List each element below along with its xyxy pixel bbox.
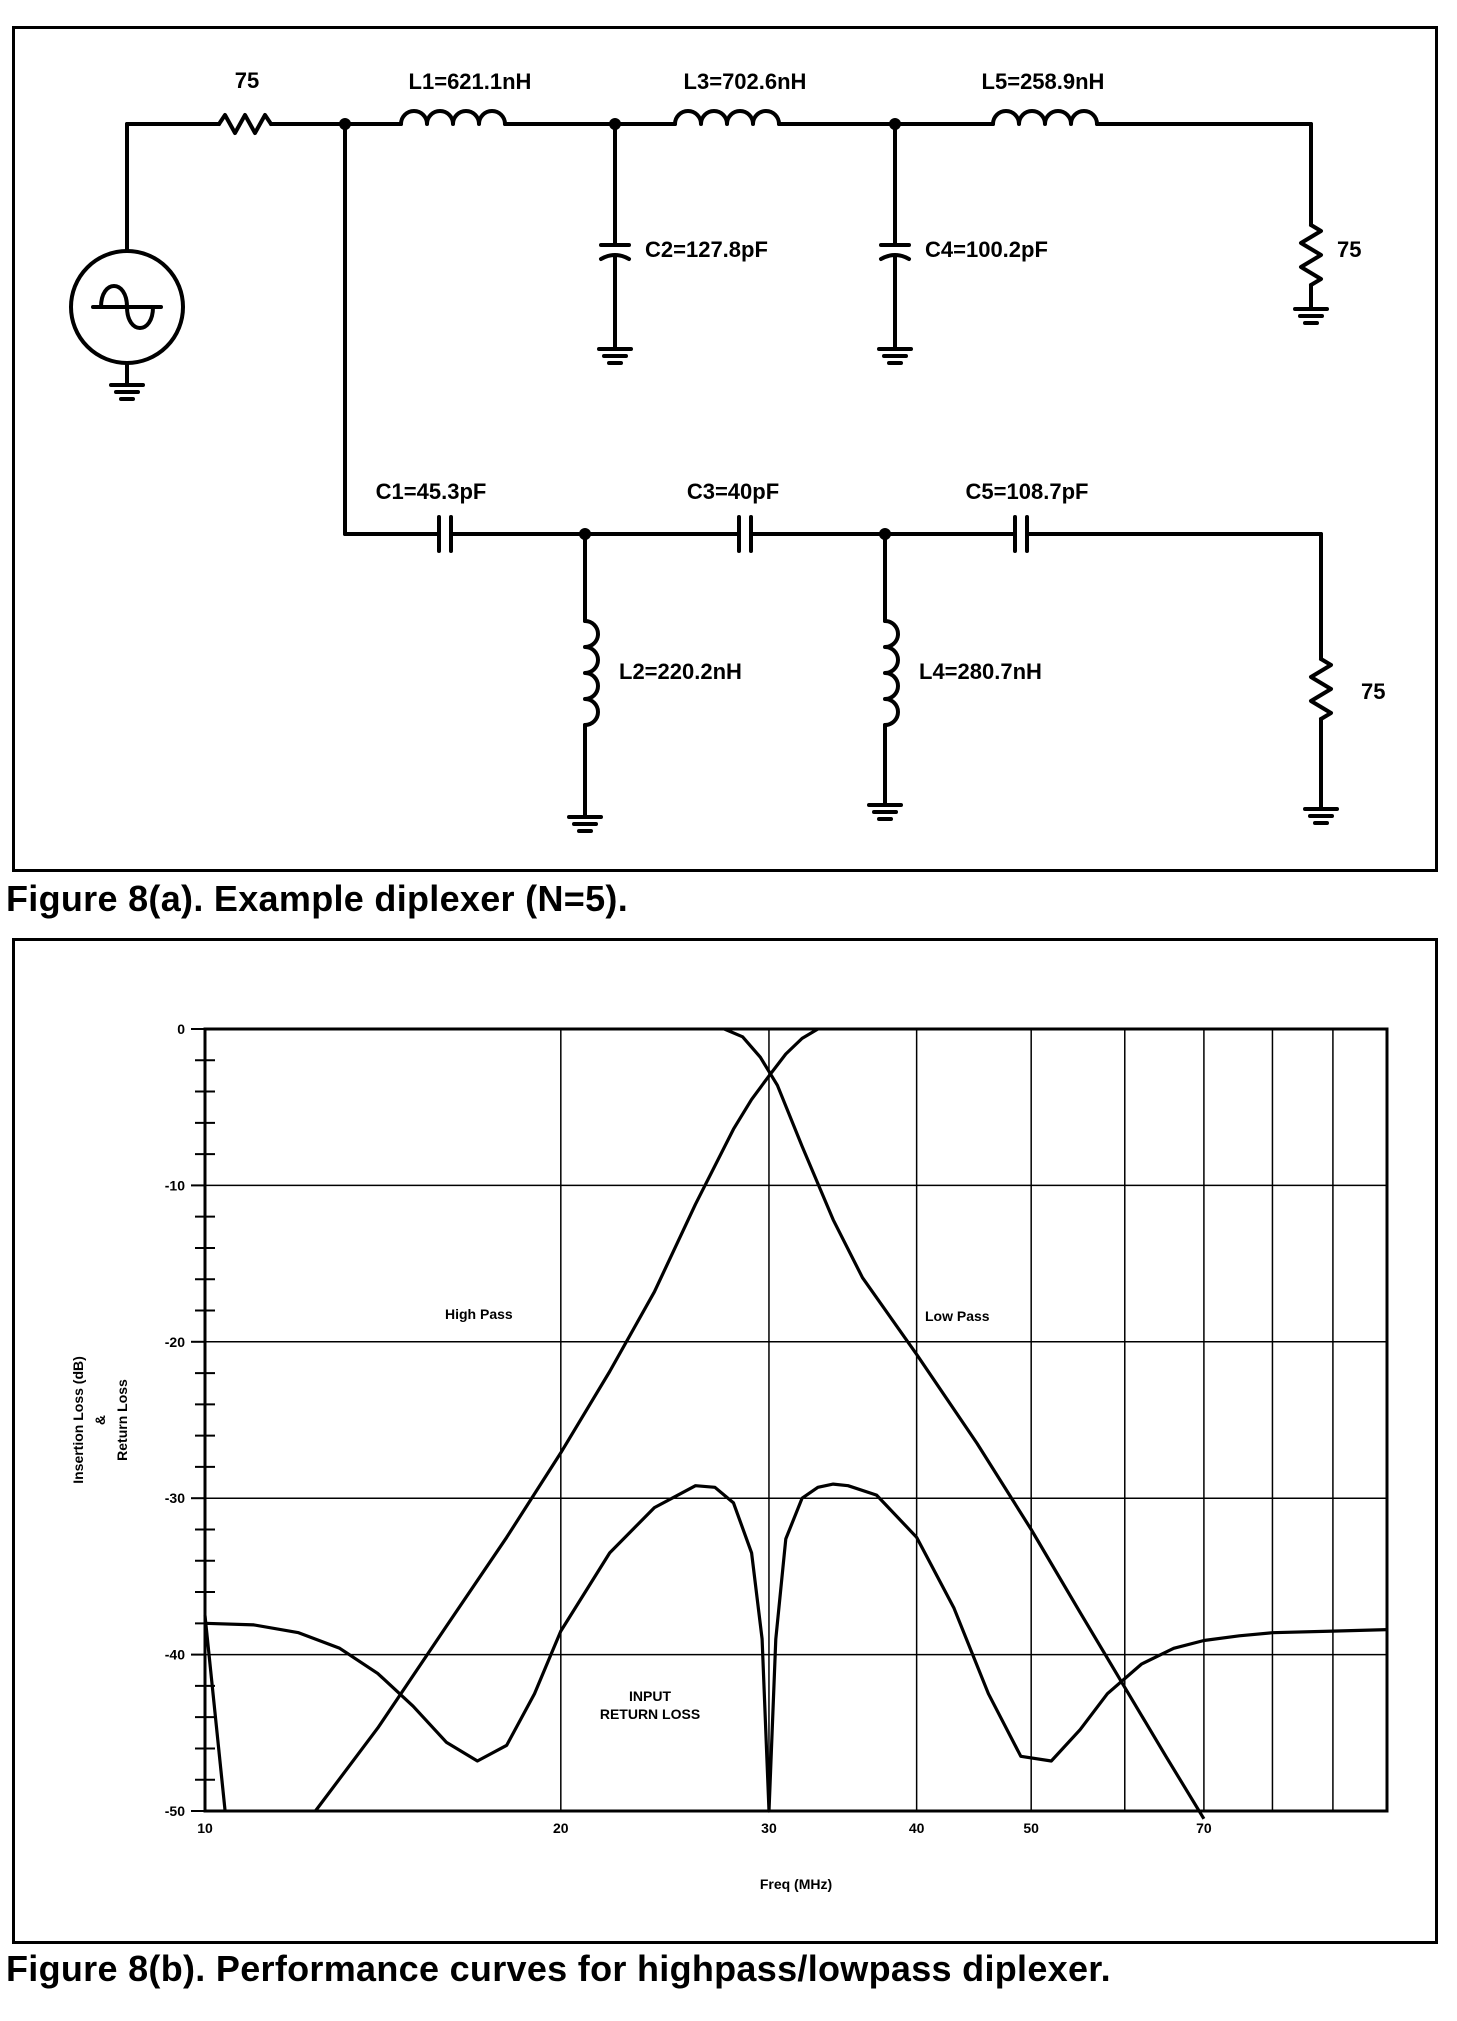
capacitor-c4	[881, 124, 909, 349]
high-pass-curve	[315, 1029, 818, 1811]
ground-symbol	[869, 805, 901, 819]
capacitor-c2	[601, 124, 629, 349]
x-tick-label: 70	[1196, 1820, 1212, 1836]
y-axis-title-line: Return Loss	[114, 1379, 130, 1461]
c5-label: C5=108.7pF	[965, 479, 1089, 504]
highpass-load-resistor	[1311, 659, 1331, 809]
source-resistor-label: 75	[234, 68, 260, 93]
inductor-l5	[895, 111, 1311, 225]
inductor-l3	[615, 111, 895, 124]
y-axis-title-line: &	[92, 1414, 108, 1426]
chart-panel	[12, 938, 1438, 1944]
x-tick-label: 10	[197, 1820, 213, 1836]
c4-label: C4=100.2pF	[925, 237, 1048, 262]
capacitor-c5	[885, 517, 1321, 659]
c3-label: C3=40pF	[686, 479, 780, 504]
diplexer-schematic	[15, 29, 1435, 869]
l2-label: L2=220.2nH	[619, 659, 742, 684]
ac-source-symbol	[71, 124, 183, 385]
y-axis-title-line: Insertion Loss (dB)	[70, 1356, 86, 1484]
x-tick-label: 50	[1023, 1820, 1039, 1836]
performance-chart	[15, 941, 1435, 1941]
y-tick-label: -20	[164, 1333, 185, 1350]
l1-label: L1=621.1nH	[408, 69, 532, 94]
capacitor-c3	[585, 517, 885, 551]
l5-label: L5=258.9nH	[981, 69, 1105, 94]
y-tick-label: 0	[177, 1021, 185, 1037]
figure-caption-b: Figure 8(b). Performance curves for highpass/lowpass diplexer.	[6, 1948, 1111, 1989]
series-curve	[205, 1616, 225, 1812]
inductor-l4	[885, 534, 898, 805]
low-pass-annotation: Low Pass	[925, 1308, 990, 1324]
y-tick-label: -40	[164, 1646, 185, 1663]
x-tick-label: 30	[761, 1820, 777, 1836]
x-tick-label: 20	[553, 1820, 569, 1836]
return-loss-annotation-line2: RETURN LOSS	[599, 1706, 701, 1722]
ground-symbol	[1295, 309, 1327, 323]
low-pass-curve	[724, 1029, 1204, 1819]
highpass-load-label: 75	[1361, 679, 1386, 704]
schematic-panel	[12, 26, 1438, 872]
y-tick-label: -30	[164, 1490, 185, 1507]
c2-label: C2=127.8pF	[645, 237, 768, 262]
lowpass-load-label: 75	[1337, 237, 1362, 262]
c1-label: C1=45.3pF	[375, 479, 487, 504]
ground-symbol	[111, 385, 143, 399]
x-tick-label: 40	[908, 1820, 925, 1836]
capacitor-c1	[345, 517, 585, 551]
y-tick-label: -10	[164, 1177, 185, 1194]
lowpass-load-resistor	[1301, 225, 1321, 309]
plot-area-frame	[205, 1029, 1387, 1811]
inductor-l2	[585, 534, 598, 817]
ground-symbol	[879, 349, 911, 363]
y-axis-title	[70, 1356, 130, 1484]
l3-label: L3=702.6nH	[683, 69, 807, 94]
inductor-l1	[345, 111, 615, 124]
figure-caption-a: Figure 8(a). Example diplexer (N=5).	[6, 878, 628, 919]
y-tick-label: -50	[164, 1803, 185, 1819]
source-resistor	[127, 115, 345, 133]
high-pass-annotation: High Pass	[445, 1306, 513, 1322]
input-return-loss-curve	[205, 1484, 1387, 1811]
return-loss-annotation-line1: INPUT	[629, 1688, 671, 1704]
ground-symbol	[1305, 809, 1337, 823]
x-axis-title: Freq (MHz)	[759, 1876, 833, 1892]
ground-symbol	[569, 817, 601, 831]
l4-label: L4=280.7nH	[919, 659, 1042, 684]
ground-symbol	[599, 349, 631, 363]
